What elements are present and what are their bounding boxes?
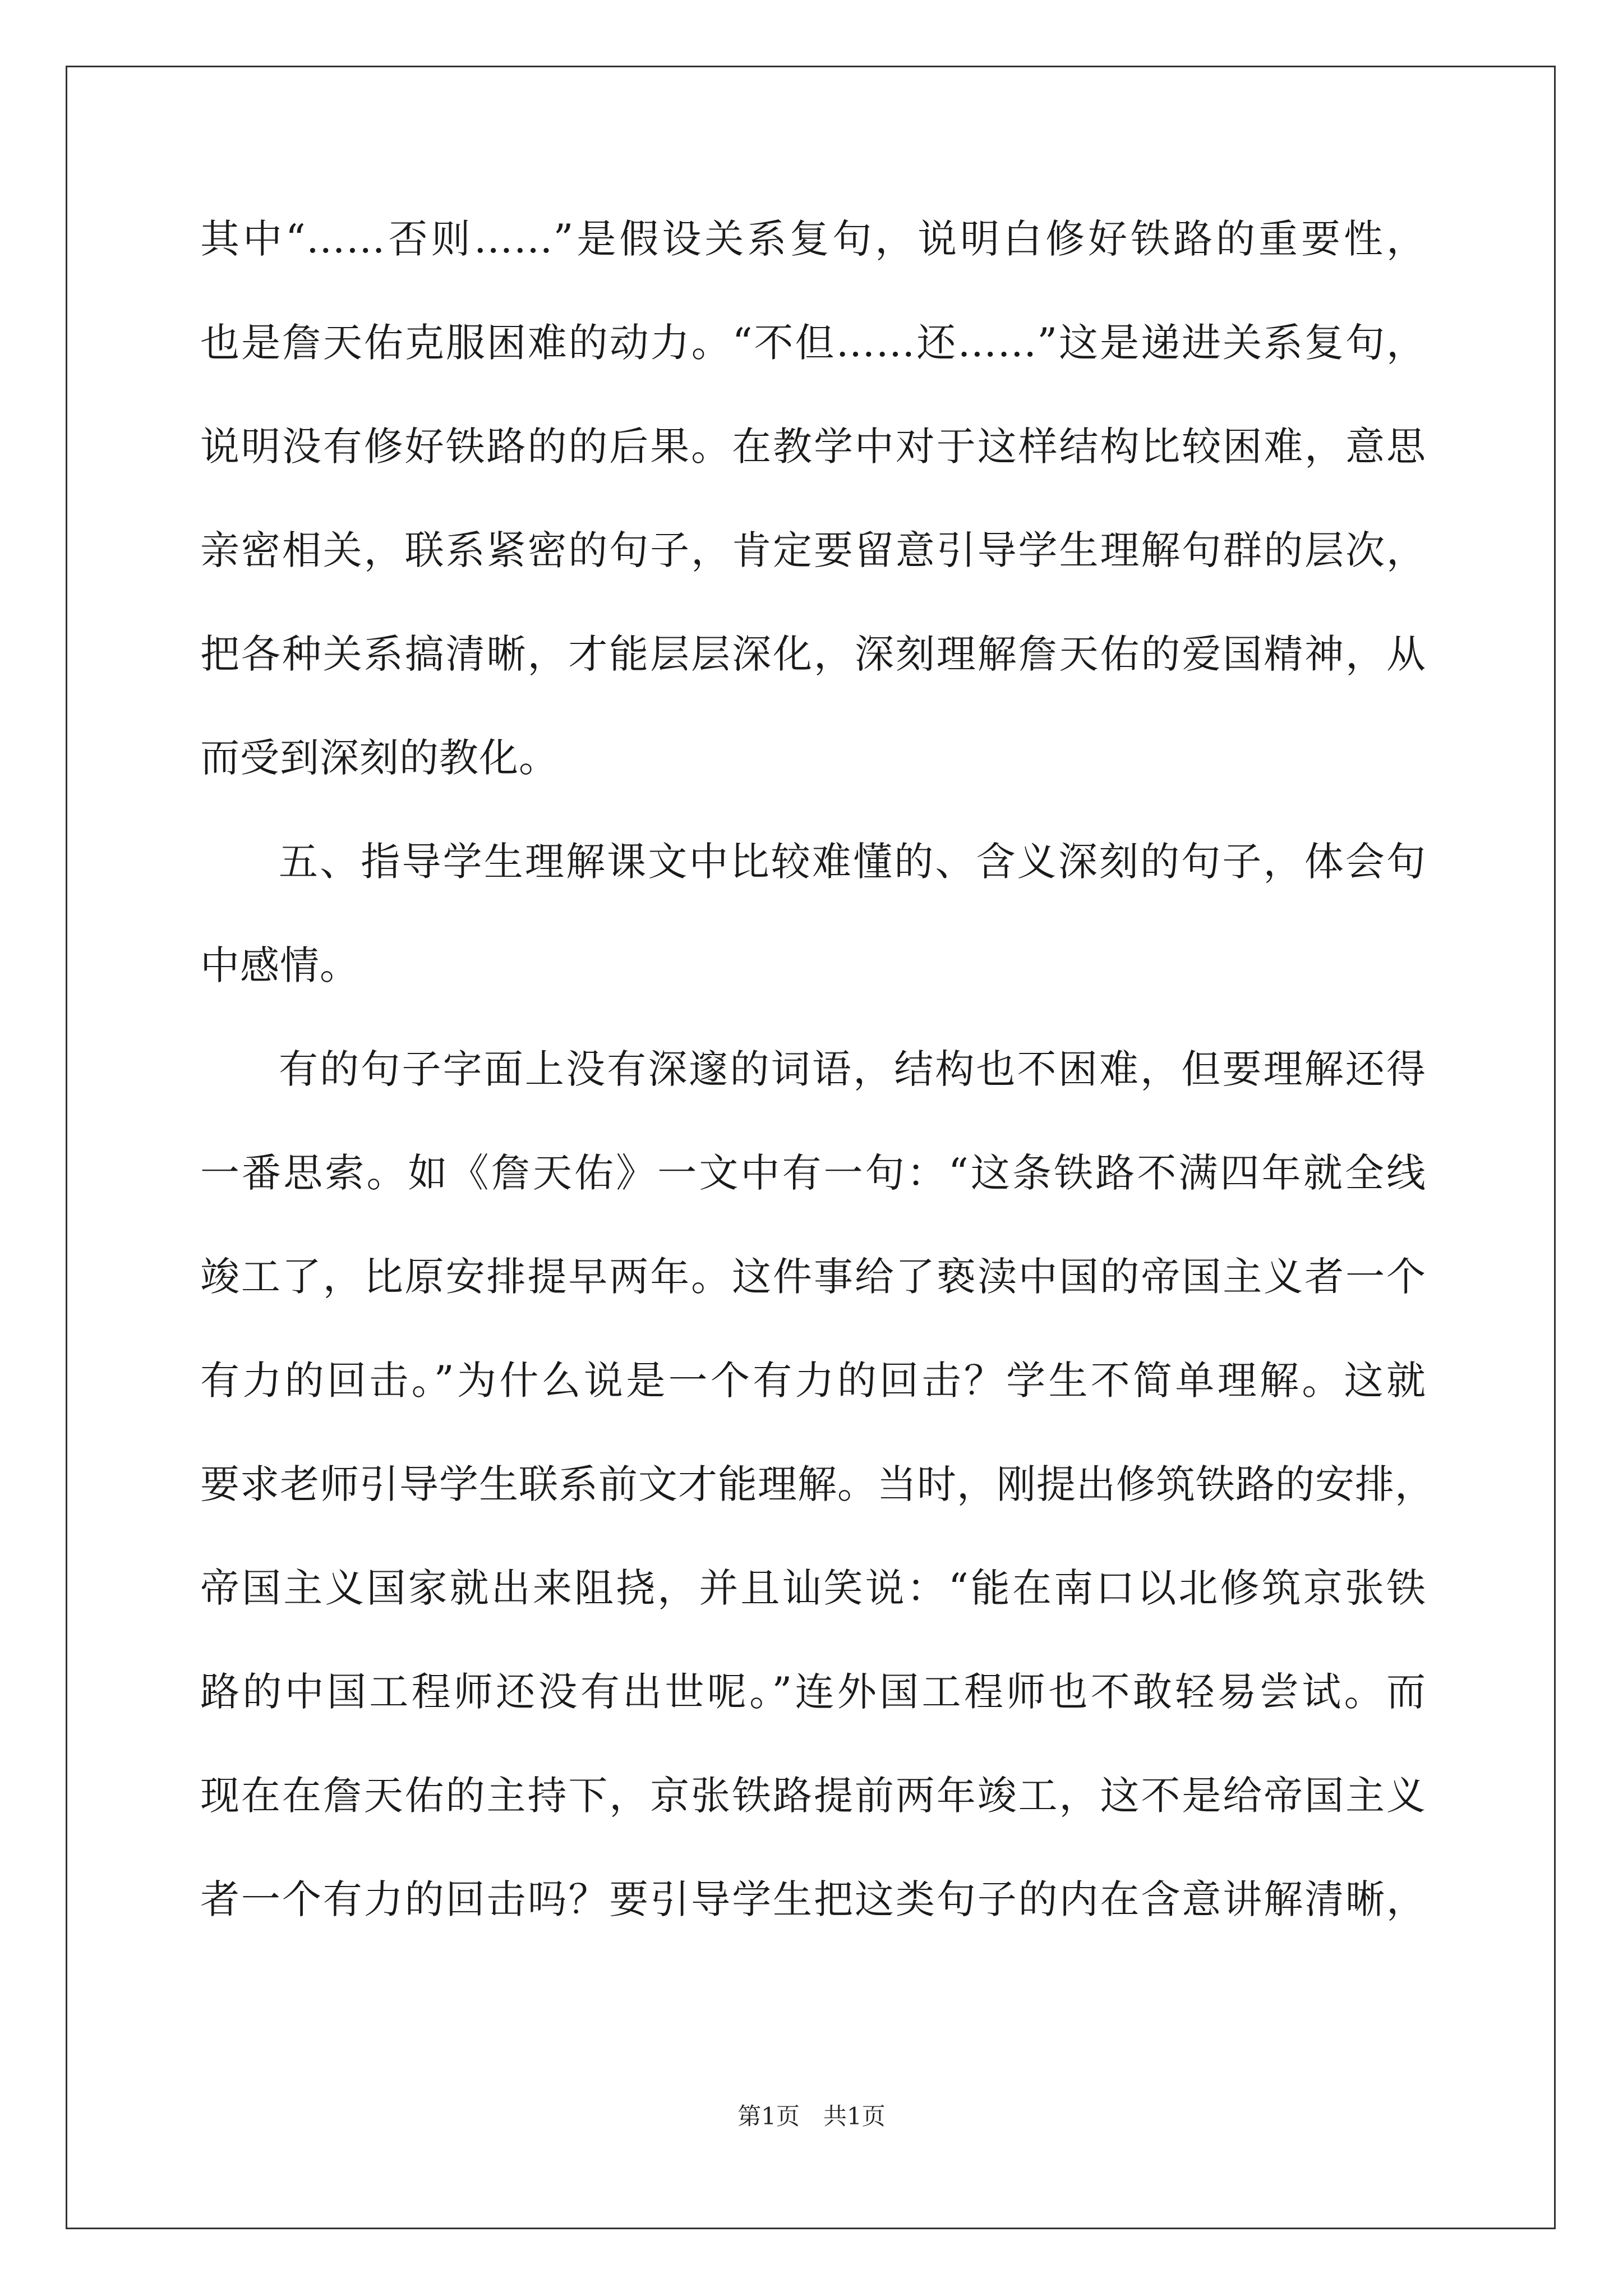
text-line: 把各种关系搞清晰，才能层层深化，深刻理解詹天佑的爱国精神，从 (200, 631, 1426, 677)
text-line: 中感情。 (200, 942, 359, 988)
text-line: 也是詹天佑克服困难的动力。“不但……还……”这是递进关系复句， (200, 320, 1426, 366)
page-footer: 第1页 共1页 (737, 2102, 886, 2130)
text-line: 说明没有修好铁路的的后果。在教学中对于这样结构比较困难，意思 (200, 424, 1426, 470)
text-line: 要求老师引导学生联系前文才能理解。当时，刚提出修筑铁路的安排， (200, 1461, 1435, 1507)
text-line: 者一个有力的回击吗？要引导学生把这类句子的内在含意讲解清晰， (200, 1876, 1426, 1922)
text-line: 而受到深刻的教化。 (200, 735, 559, 781)
text-line: 其中“……否则……”是假设关系复句，说明白修好铁路的重要性， (200, 216, 1426, 262)
text-line: 现在在詹天佑的主持下，京张铁路提前两年竣工，这不是给帝国主义 (200, 1773, 1426, 1819)
text-line: 帝国主义国家就出来阻挠，并且讪笑说：“能在南口以北修筑京张铁 (200, 1565, 1426, 1611)
text-line: 有的句子字面上没有深邃的词语，结构也不困难，但要理解还得 (279, 1046, 1426, 1092)
text-line: 五、指导学生理解课文中比较难懂的、含义深刻的句子，体会句 (279, 839, 1426, 885)
text-line: 竣工了，比原安排提早两年。这件事给了亵渎中国的帝国主义者一个 (200, 1254, 1426, 1300)
document-body (200, 211, 1435, 1975)
text-line: 一番思索。如《詹天佑》一文中有一句：“这条铁路不满四年就全线 (200, 1150, 1426, 1196)
text-line: 路的中国工程师还没有出世呢。”连外国工程师也不敢轻易尝试。而 (200, 1669, 1426, 1715)
text-line: 亲密相关，联系紧密的句子，肯定要留意引导学生理解句群的层次， (200, 527, 1426, 573)
text-line: 有力的回击。”为什么说是一个有力的回击？学生不简单理解。这就 (200, 1358, 1426, 1404)
